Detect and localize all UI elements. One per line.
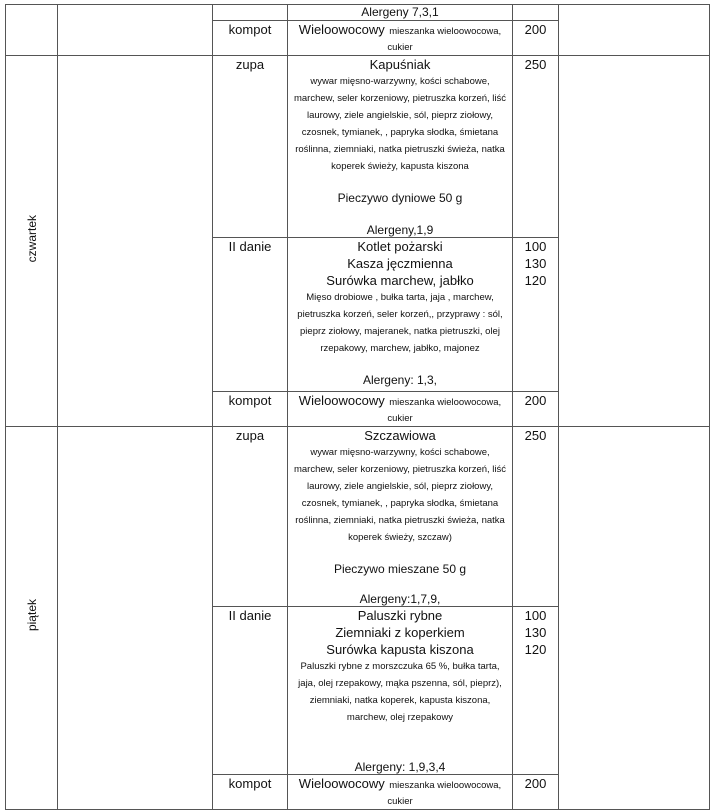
dish-name: Paluszki rybne [357,608,443,623]
day-label: piątek [24,599,39,632]
dish-ingredients: mieszanka wieloowocowa, cukier [387,397,502,424]
allergens-text: Alergeny:1,7,9, [359,592,441,606]
qty-value: 100 [524,608,547,623]
type-cell [213,775,288,810]
qty-cell [513,56,559,238]
qty-cell [513,238,559,392]
qty-value: 130 [524,625,547,640]
dish-name: Surówka marchew, jabłko [326,273,474,288]
qty-value: 200 [524,776,547,791]
day-cell [6,427,58,810]
type-cell [213,238,288,392]
qty-value: 100 [524,239,547,254]
dish-ingredients: Paluszki rybne z morszczuka 65 %, bułka tarta, jaja, olej rzepakowy, mąka pszenna, sól, pieprz), ziemniaki, natka koperek, kapusta kiszona, marchew, olej rzepakowy [298,661,502,723]
blank-cell [58,56,213,427]
desc-cell [288,5,513,21]
table-row [6,5,710,21]
dish-name: Szczawiowa [364,428,436,443]
allergens-text: Alergeny: 1,3, [362,373,438,387]
day-cell [6,5,58,56]
table-row [6,56,710,238]
allergens-text: Alergeny: 1,9,3,4 [354,760,446,774]
allergens-text: Alergeny,1,9 [366,223,434,237]
meal-type: kompot [228,22,272,37]
desc-cell [288,392,513,427]
day-label: czwartek [24,214,39,263]
meal-type: II danie [228,239,272,254]
qty-value: 130 [524,256,547,271]
type-cell [213,392,288,427]
extra-cell [559,427,710,810]
dish-name: Wieloowocowy [298,22,385,37]
dish-ingredients: wywar mięsno-warzywny, kości schabowe, marchew, seler korzeniowy, pietruszka korzeń, liść laurowy, ziele angielskie, sól, pieprz ziołowy, czosnek, tymianek, , papryka słodka, śmietana roślinna, ziemniaki, natka pietruszki świeża, natka koperek świeży, kapusta kiszona [293,76,507,172]
dish-name: Kapuśniak [369,57,431,72]
dish-name: Surówka kapusta kiszona [326,642,474,657]
desc-cell [288,775,513,810]
dish-name: Wieloowocowy [298,776,385,791]
allergens-text: Alergeny 7,3,1 [361,5,439,19]
qty-value: 200 [524,22,547,37]
dish-ingredients: wywar mięsno-warzywny, kości schabowe, marchew, seler korzeniowy, pietruszka korzeń, liść laurowy, ziele angielskie, sól, pieprz ziołowy, czosnek, tymianek, , papryka słodka, śmietana roślinna, ziemniaki, natka pietruszki świeża, natka koperek świeży, szczaw) [293,447,507,543]
dish-name: Kotlet pożarski [357,239,443,254]
dish-name: Wieloowocowy [298,393,385,408]
type-cell [213,5,288,21]
qty-value: 200 [524,393,547,408]
dish-ingredients: mieszanka wieloowocowa, cukier [387,780,502,807]
desc-cell [288,607,513,775]
desc-cell [288,427,513,607]
bread-text: Pieczywo dyniowe 50 g [337,191,463,205]
blank-cell [58,5,213,56]
type-cell [213,21,288,56]
desc-cell [288,56,513,238]
dish-ingredients: Mięso drobiowe , bułka tarta, jaja , marchew, pietruszka korzeń, seler korzeń,, przyprawy : sól, pieprz ziołowy, majeranek, natka pietruszki, olej rzepakowy, marchew, jabłko, majonez [297,292,503,354]
qty-cell [513,5,559,21]
qty-cell [513,392,559,427]
desc-cell [288,21,513,56]
blank-cell [58,427,213,810]
qty-value: 250 [524,428,547,443]
meal-type: kompot [228,393,272,408]
qty-cell [513,427,559,607]
qty-cell [513,775,559,810]
desc-cell [288,238,513,392]
table-row [6,427,710,607]
bread-text: Pieczywo mieszane 50 g [333,562,467,576]
qty-value: 250 [524,57,547,72]
dish-name: Kasza jęczmienna [347,256,453,271]
type-cell [213,56,288,238]
meal-type: II danie [228,608,272,623]
meal-type: zupa [235,57,265,72]
extra-cell [559,56,710,427]
meal-type: zupa [235,428,265,443]
day-cell [6,56,58,427]
dish-name: Ziemniaki z koperkiem [335,625,465,640]
meal-type: kompot [228,776,272,791]
type-cell [213,427,288,607]
qty-cell [513,607,559,775]
qty-value: 120 [524,642,547,657]
qty-value: 120 [524,273,547,288]
dish-ingredients: mieszanka wieloowocowa, cukier [387,26,502,53]
qty-cell [513,21,559,56]
extra-cell [559,5,710,56]
type-cell [213,607,288,775]
menu-table [5,4,710,810]
